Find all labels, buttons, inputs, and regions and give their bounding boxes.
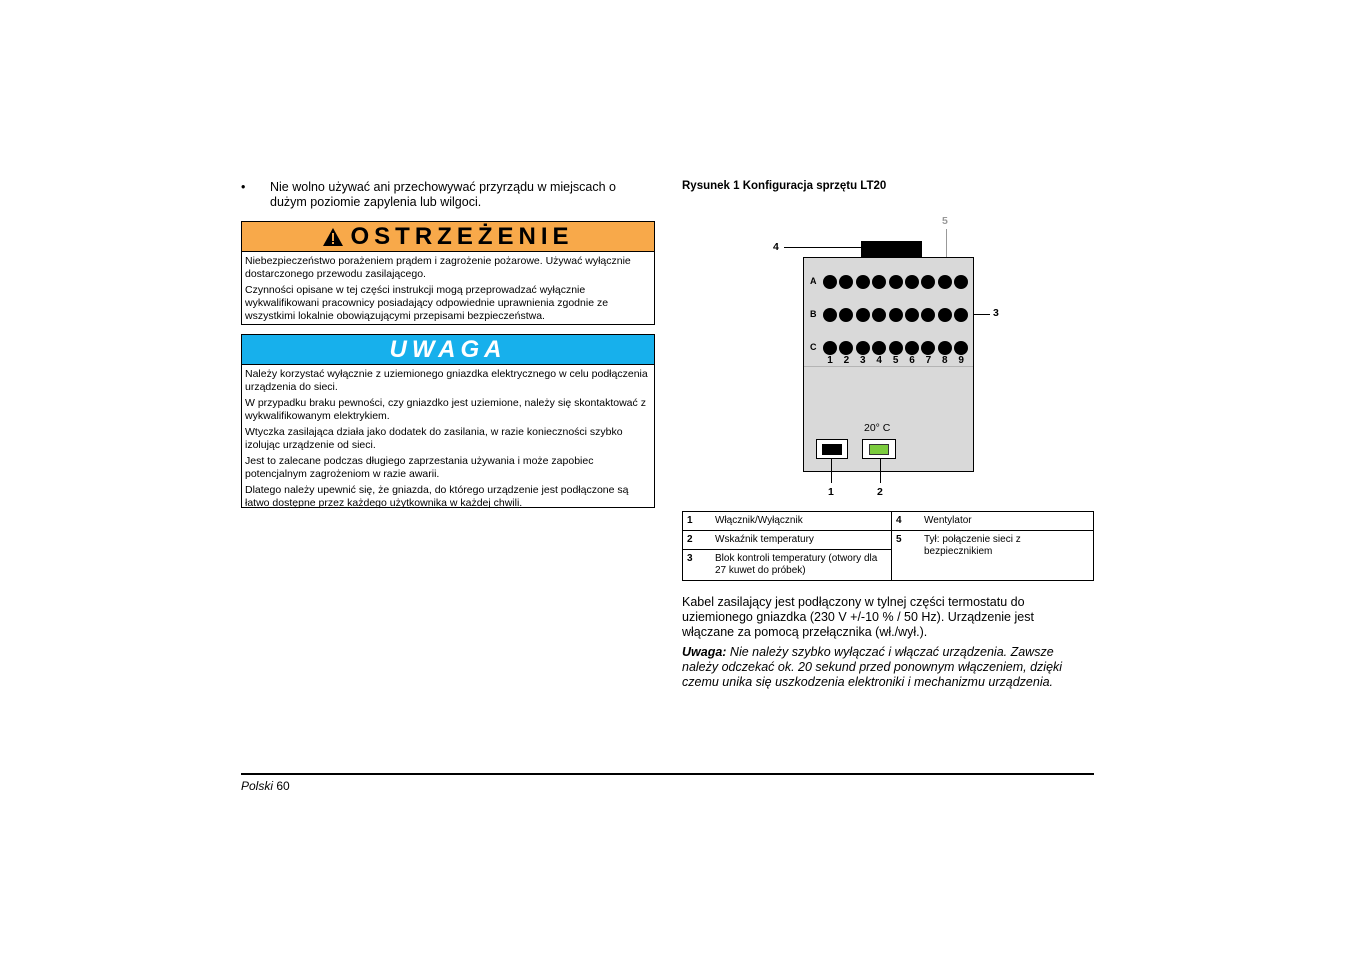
warning-paragraph: Niebezpieczeństwo porażeniem prądem i zagrożenie pożarowe. Używać wyłącznie dostarczonego przewodu zasilającego. bbox=[245, 255, 631, 280]
column-label: 5 bbox=[892, 355, 899, 366]
page-number: 60 bbox=[276, 779, 290, 793]
legend-number: 4 bbox=[892, 512, 921, 531]
cuvette-hole bbox=[954, 341, 968, 355]
column-label: 8 bbox=[942, 355, 948, 366]
legend-number: 3 bbox=[683, 550, 712, 581]
callout-2: 2 bbox=[877, 486, 883, 498]
device-divider bbox=[804, 366, 973, 367]
column-label: 7 bbox=[925, 355, 932, 366]
cuvette-hole bbox=[856, 275, 870, 289]
caution-box bbox=[241, 334, 655, 508]
fan bbox=[861, 241, 922, 258]
row-label: C bbox=[810, 342, 817, 352]
warning-title: OSTRZEŻENIE bbox=[350, 223, 574, 250]
column-label: 6 bbox=[909, 355, 915, 366]
note-label: Uwaga: bbox=[682, 645, 727, 659]
cuvette-hole bbox=[839, 341, 853, 355]
callout-line-1 bbox=[831, 459, 832, 483]
cuvette-hole bbox=[905, 308, 919, 322]
temperature-label: 20° C bbox=[864, 422, 891, 434]
note-paragraph bbox=[682, 645, 1082, 690]
cuvette-hole bbox=[872, 341, 886, 355]
cuvette-hole bbox=[823, 275, 837, 289]
cuvette-hole bbox=[872, 308, 886, 322]
row-label: A bbox=[810, 276, 817, 286]
cuvette-hole bbox=[872, 275, 886, 289]
cuvette-hole bbox=[921, 341, 935, 355]
footer-language: Polski bbox=[241, 779, 274, 793]
cuvette-hole bbox=[889, 308, 903, 322]
caution-paragraph: Należy korzystać wyłącznie z uziemionego gniazdka elektrycznego w celu podłączenia urządzenia do sieci. bbox=[245, 368, 648, 393]
callout-4: 4 bbox=[773, 241, 779, 253]
column-label: 1 bbox=[827, 355, 833, 366]
legend-number: 1 bbox=[683, 512, 712, 531]
caution-paragraph: W przypadku braku pewności, czy gniazdko jest uziemione, należy się skontaktować z wykwalifikowanym elektrykiem. bbox=[245, 397, 646, 422]
caution-paragraph: Jest to zalecane podczas długiego zaprzestania używania i może zapobiec potencjalnym zagrożeniom w razie awarii. bbox=[245, 455, 594, 480]
column-label: 3 bbox=[860, 355, 866, 366]
legend-text: Wentylator bbox=[920, 512, 1094, 531]
cuvette-hole bbox=[889, 275, 903, 289]
cuvette-hole bbox=[954, 275, 968, 289]
caution-title: UWAGA bbox=[389, 336, 507, 363]
legend-number: 5 bbox=[892, 531, 921, 581]
cuvette-hole bbox=[921, 275, 935, 289]
caution-paragraph: Dlatego należy upewnić się, że gniazda, do którego urządzenie jest podłączone są łatwo dostępne przez każdego użytkownika w każdej chwili. bbox=[245, 484, 629, 509]
callout-1: 1 bbox=[828, 486, 834, 498]
legend-text: Wskaźnik temperatury bbox=[711, 531, 892, 550]
cuvette-hole bbox=[938, 341, 952, 355]
cuvette-hole bbox=[856, 341, 870, 355]
warning-header bbox=[242, 222, 654, 252]
cuvette-hole bbox=[823, 308, 837, 322]
cuvette-hole bbox=[856, 308, 870, 322]
column-label: 9 bbox=[958, 355, 964, 366]
cuvette-hole bbox=[938, 275, 952, 289]
cuvette-hole bbox=[905, 341, 919, 355]
footer bbox=[241, 779, 290, 793]
warning-paragraph: Czynności opisane w tej części instrukcji mogą przeprowadzać wyłącznie wykwalifikowani pracownicy posiadający odpowiednie uprawnienia zgodnie ze wszystkimi lokalnie obowiązującymi przepisami bezpieczeństwa. bbox=[245, 284, 609, 322]
legend-text: Tył: połączenie sieci z bezpiecznikiem bbox=[920, 531, 1094, 581]
cuvette-hole bbox=[954, 308, 968, 322]
column-label: 4 bbox=[876, 355, 882, 366]
column-label: 2 bbox=[843, 355, 850, 366]
cuvette-hole bbox=[889, 341, 903, 355]
cuvette-hole bbox=[938, 308, 952, 322]
legend-text: Włącznik/Wyłącznik bbox=[711, 512, 892, 531]
footer-rule bbox=[241, 773, 1094, 775]
callout-3: 3 bbox=[993, 307, 999, 319]
callout-line-5 bbox=[946, 229, 947, 257]
temperature-indicator bbox=[862, 439, 896, 459]
callout-5: 5 bbox=[942, 215, 948, 227]
callout-line-3 bbox=[974, 314, 990, 315]
warning-triangle-icon bbox=[322, 227, 344, 247]
cuvette-hole bbox=[839, 308, 853, 322]
cuvette-hole bbox=[905, 275, 919, 289]
legend-number: 2 bbox=[683, 531, 712, 550]
note-text: Nie należy szybko wyłączać i włączać urządzenia. Zawsze należy odczekać ok. 20 sekund przed ponownym włączeniem, dzięki czemu unika się uszkodzenia elektroniki i mechanizmu urządzenia. bbox=[682, 645, 1063, 689]
figure-title: Rysunek 1 Konfiguracja sprzętu LT20 bbox=[682, 180, 887, 192]
bullet-text: Nie wolno używać ani przechowywać przyrządu w miejscach o dużym poziomie zapylenia lub wilgoci. bbox=[270, 180, 616, 209]
legend-table bbox=[682, 511, 1094, 581]
callout-line-4 bbox=[784, 247, 861, 248]
power-switch bbox=[816, 439, 848, 459]
callout-line-2 bbox=[880, 459, 881, 483]
cuvette-hole bbox=[839, 275, 853, 289]
cuvette-hole bbox=[921, 308, 935, 322]
caution-paragraph: Wtyczka zasilająca działa jako dodatek do zasilania, w razie konieczności szybko izolując urządzenie od sieci. bbox=[245, 426, 623, 451]
row-label: B bbox=[810, 309, 817, 319]
warning-box bbox=[241, 221, 655, 325]
power-paragraph: Kabel zasilający jest podłączony w tylnej części termostatu do uziemionego gniazdka (230 V +/-10 % / 50 Hz). Urządzenie jest włączane za pomocą przełącznika (wł./wył.). bbox=[682, 595, 1034, 639]
cuvette-hole bbox=[823, 341, 837, 355]
caution-header bbox=[242, 335, 654, 365]
bullet-symbol: • bbox=[241, 180, 246, 194]
legend-text: Blok kontroli temperatury (otwory dla 27 kuwet do próbek) bbox=[711, 550, 892, 581]
